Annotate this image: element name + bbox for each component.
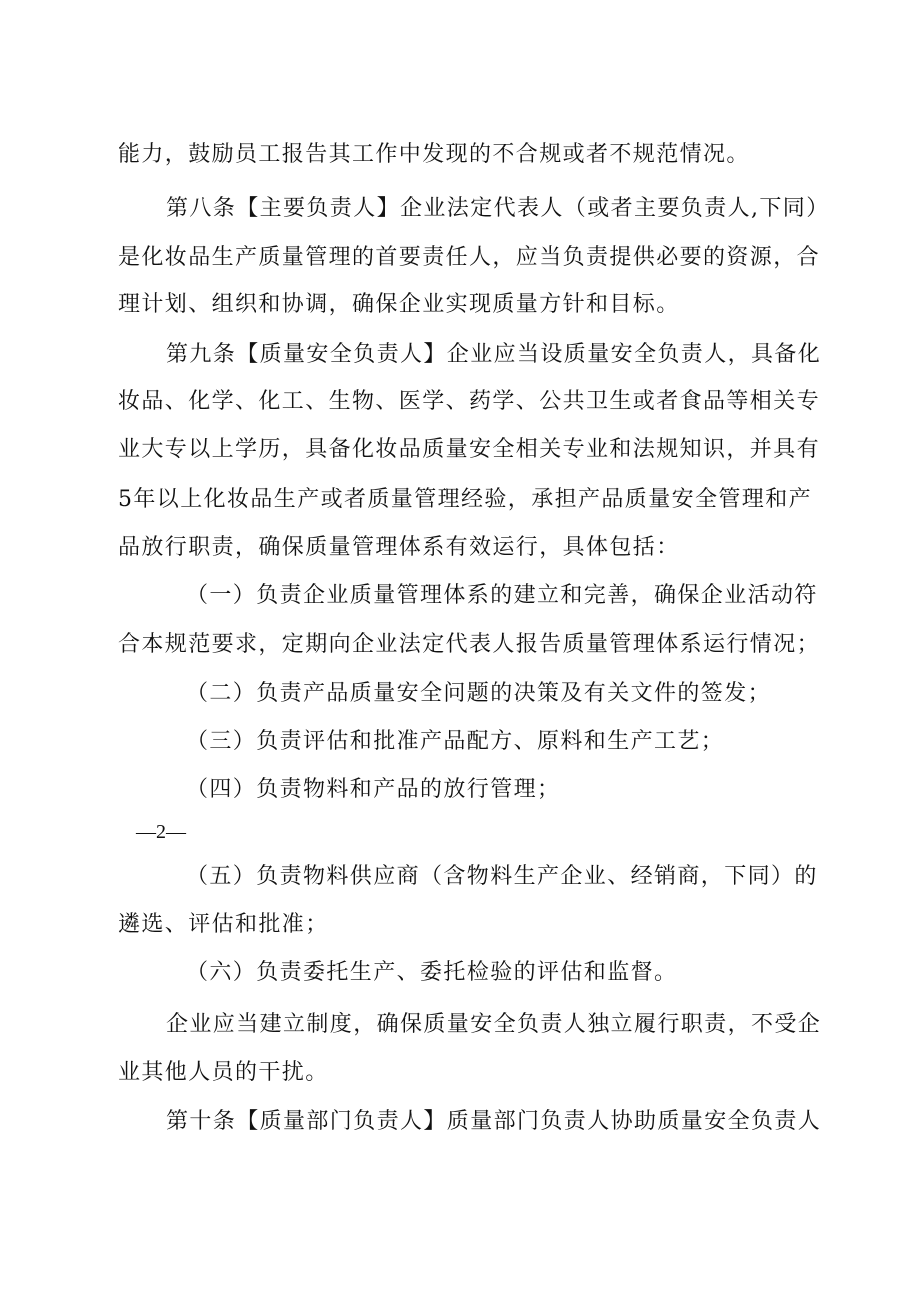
text-line: 5年以上化妆品生产或者质量管理经验，承担产品质量安全管理和产: [118, 487, 812, 512]
text-line: 业大专以上学历，具备化妆品质量安全相关专业和法规知识，并具有: [118, 437, 821, 462]
text-line: （二）负责产品质量安全问题的决策及有关文件的签发；: [186, 681, 772, 706]
text-line: 第九条【质量安全负责人】企业应当设质量安全负责人，具备化: [166, 342, 822, 367]
text-line: （六）负责委托生产、委托检验的评估和监督。: [186, 960, 678, 985]
text-line: 企业应当建立制度，确保质量安全负责人独立履行职责，不受企: [166, 1012, 822, 1037]
text-line: 品放行职责，确保质量管理体系有效运行，具体包括：: [118, 535, 680, 560]
text-line: 第十条【质量部门负责人】质量部门负责人协助质量安全负责人: [166, 1109, 822, 1134]
text-line: 业其他人员的干扰。: [118, 1060, 329, 1085]
text-line: 遴选、评估和批准；: [118, 912, 329, 937]
text-line: 妆品、化学、化工、生物、医学、药学、公共卫生或者食品等相关专: [118, 389, 821, 414]
text-line: 能力，鼓励员工报告其工作中发现的不合规或者不规范情况。: [118, 142, 750, 167]
text-line: 合本规范要求，定期向企业法定代表人报告质量管理体系运行情况；: [118, 632, 821, 657]
text-line: （一）负责企业质量管理体系的建立和完善，确保企业活动符: [186, 583, 818, 608]
text-line: （五）负责物料供应商（含物料生产企业、经销商，下同）的: [186, 864, 818, 889]
text-line: （四）负责物料和产品的放行管理；: [186, 777, 561, 802]
text-line: 是化妆品生产质量管理的首要责任人，应当负责提供必要的资源，合: [118, 245, 821, 270]
page-number: —2—: [136, 821, 186, 843]
text-line: 理计划、组织和协调，确保企业实现质量方针和目标。: [118, 292, 680, 317]
text-line: 第八条【主要负责人】企业法定代表人（或者主要负责人,下同）: [166, 196, 830, 221]
text-line: （三）负责评估和批准产品配方、原料和生产工艺；: [186, 729, 725, 754]
